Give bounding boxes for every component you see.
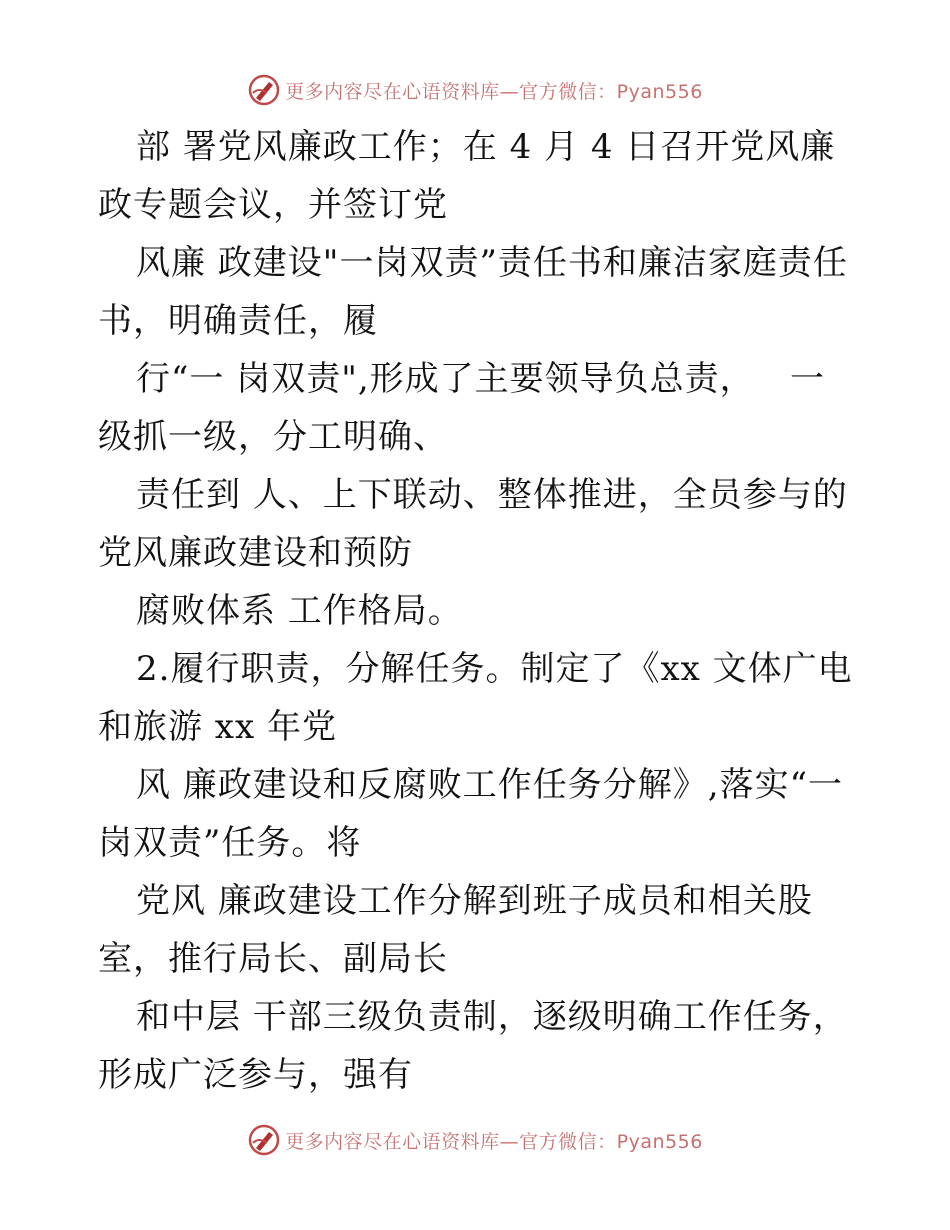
- text-line: 级抓一级，分工明确、: [98, 417, 448, 457]
- text-line: 党风 廉政建设工作分解到班子成员和相关股: [136, 881, 813, 921]
- text-line: 和中层 干部三级负责制，逐级明确工作任务，: [136, 997, 848, 1037]
- text-line: 责任到 人、上下联动、整体推进，全员参与的: [136, 475, 848, 515]
- logo-icon: [247, 1123, 281, 1157]
- footer-banner-text: 更多内容尽在心语资料库—官方微信：Pyan556: [285, 1130, 703, 1153]
- text-line: 和旅游 xx 年党: [98, 707, 337, 747]
- text-line: 腐败体系 工作格局。: [136, 591, 463, 631]
- text-line: 2.履行职责，分解任务。制定了《xx 文体广电: [136, 649, 853, 689]
- text-line: 岗双责”任务。将: [98, 823, 362, 863]
- logo-icon: [247, 73, 281, 107]
- text-line: 书，明确责任，履: [98, 301, 378, 341]
- text-line: 党风廉政建设和预防: [98, 533, 413, 573]
- header-banner: [0, 70, 950, 110]
- text-line: 行“一 岗双责",形成了主要领导负总责， 一: [136, 359, 826, 399]
- text-line: 室，推行局长、副局长: [98, 939, 448, 979]
- text-line: 风 廉政建设和反腐败工作任务分解》,落实“一: [136, 765, 843, 805]
- text-line: 风廉 政建设"一岗双责”责任书和廉洁家庭责任: [136, 243, 848, 283]
- text-line: 形成广泛参与，强有: [98, 1055, 413, 1095]
- text-line: 部 署党风廉政工作；在 4 月 4 日召开党风廉: [136, 127, 836, 167]
- text-line: 政专题会议，并签订党: [98, 185, 448, 225]
- footer-banner: [0, 1120, 950, 1160]
- header-banner-text: 更多内容尽在心语资料库—官方微信：Pyan556: [285, 80, 703, 103]
